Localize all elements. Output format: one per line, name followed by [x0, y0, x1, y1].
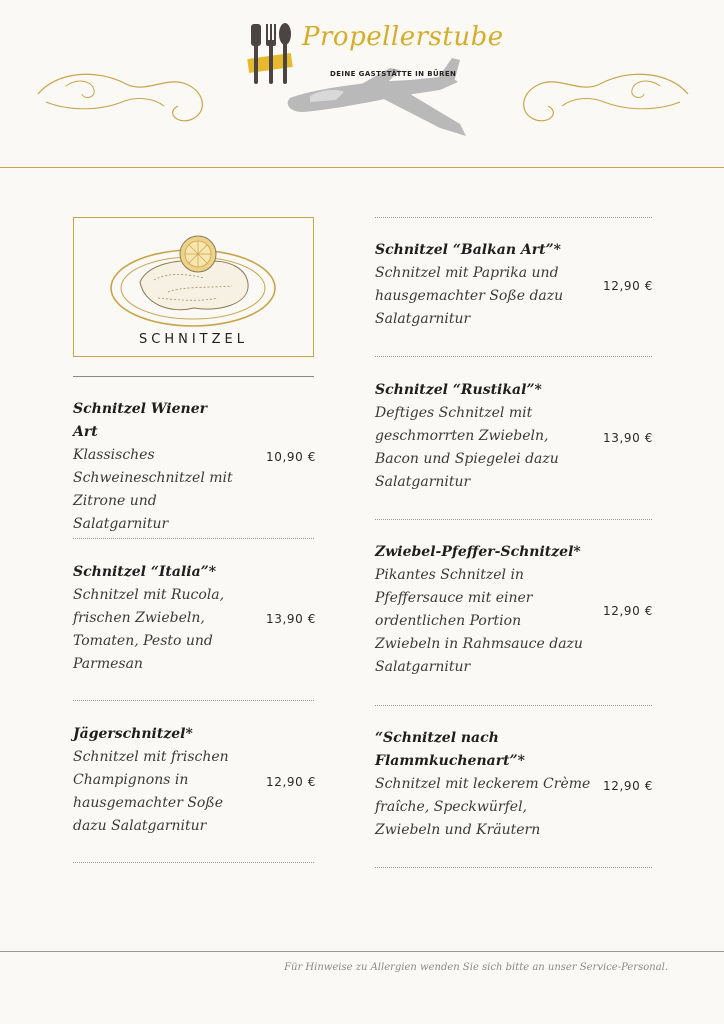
menu-item: [375, 239, 575, 331]
item-description: Schnitzel mit leckerem Crème fraîche, Speckwürfel, Zwiebeln und Kräutern: [375, 776, 591, 838]
schnitzel-plate-illustration: [108, 228, 278, 328]
schnitzel-feature-box: [73, 217, 314, 357]
item-price: 13,90 €: [603, 431, 654, 445]
menu-item: [73, 561, 233, 676]
right-flourish-ornament: [510, 62, 690, 132]
menu-item: [375, 541, 590, 679]
menu-header: [0, 0, 724, 168]
item-description: Schnitzel mit frischen Champignons in hausgemachter Soße dazu Salatgarnitur: [73, 749, 229, 834]
item-description: Schnitzel mit Paprika und hausgemachter Soße dazu Salatgarnitur: [375, 265, 564, 327]
menu-item: [73, 398, 233, 536]
brand-name: Propellerstube: [302, 22, 504, 52]
item-description: Schnitzel mit Rucola, frischen Zwiebeln, Tomaten, Pesto und Parmesan: [73, 587, 225, 672]
divider: [73, 700, 314, 701]
item-name: Jägerschnitzel*: [73, 726, 193, 742]
item-description: Klassisches Schweineschnitzel mit Zitrone und Salatgarnitur: [73, 447, 233, 532]
item-price: 12,90 €: [603, 604, 654, 618]
divider: [375, 217, 652, 218]
divider: [73, 862, 314, 863]
feature-label: SCHNITZEL: [139, 332, 248, 347]
item-name: Schnitzel Wiener Art: [73, 401, 207, 440]
divider: [73, 376, 314, 377]
divider: [375, 705, 652, 706]
item-description: Pikantes Schnitzel in Pfeffersauce mit einer ordentlichen Portion Zwiebeln in Rahmsauce dazu Salatgarnitur: [375, 567, 583, 675]
menu-item: [73, 723, 233, 838]
divider: [73, 538, 314, 539]
menu-item: [375, 379, 595, 494]
item-description: Deftiges Schnitzel mit geschmorrten Zwiebeln, Bacon und Spiegelei dazu Salatgarnitur: [375, 405, 559, 490]
brand-tagline: DEINE GASTSTÄTTE IN BÜREN: [330, 70, 457, 78]
item-name: Schnitzel “Italia”*: [73, 564, 217, 580]
item-name: “Schnitzel nach Flammkuchenart”*: [375, 730, 525, 769]
item-name: Schnitzel “Balkan Art”*: [375, 242, 562, 258]
item-price: 12,90 €: [266, 775, 317, 789]
divider: [375, 867, 652, 868]
item-price: 12,90 €: [603, 279, 654, 293]
divider: [375, 356, 652, 357]
item-price: 10,90 €: [266, 450, 317, 464]
left-flourish-ornament: [36, 62, 216, 132]
item-name: Schnitzel “Rustikal”*: [375, 382, 542, 398]
allergy-note: Für Hinweise zu Allergien wenden Sie sich bitte an unser Service-Personal.: [284, 962, 668, 973]
divider: [375, 519, 652, 520]
item-price: 12,90 €: [603, 779, 654, 793]
item-price: 13,90 €: [266, 612, 317, 626]
menu-item: [375, 727, 593, 842]
footer-divider: [0, 951, 724, 952]
item-name: Zwiebel-Pfeffer-Schnitzel*: [375, 544, 581, 560]
cutlery-icon: [247, 23, 293, 84]
